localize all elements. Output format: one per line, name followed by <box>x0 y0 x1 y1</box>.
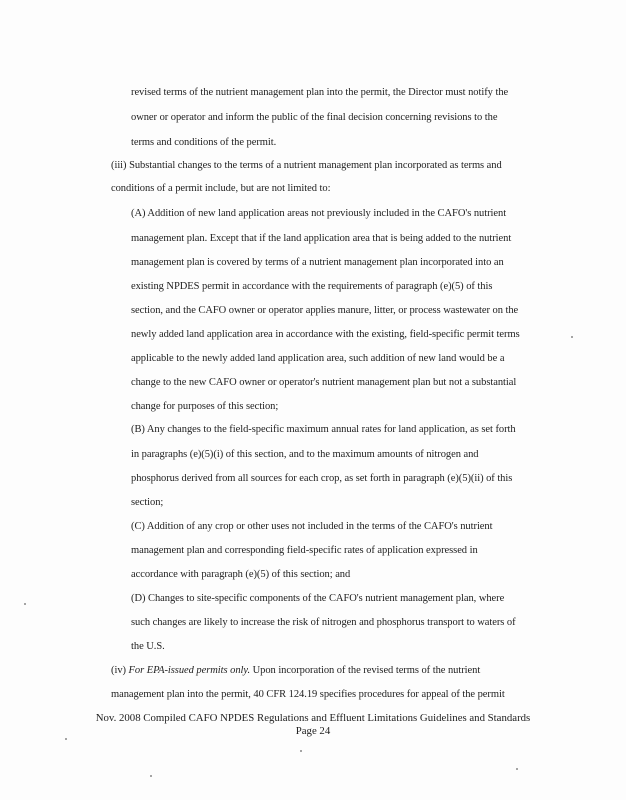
text-line: terms and conditions of the permit. <box>131 137 277 148</box>
scan-speck <box>150 775 152 777</box>
text-line: phosphorus derived from all sources for each crop, as set forth in paragraph (e)(5)(ii) of this <box>131 473 513 484</box>
text-line: (B) Any changes to the field-specific maximum annual rates for land application, as set forth <box>131 424 516 435</box>
para-iv-rest: Upon incorporation of the revised terms of the nutrient <box>250 665 481 676</box>
text-line: management plan and corresponding field-specific rates of application expressed in <box>131 545 478 556</box>
para-iv-label: (iv) <box>111 665 129 676</box>
text-line: section; <box>131 497 164 508</box>
text-line: conditions of a permit include, but are not limited to: <box>111 183 331 194</box>
scan-speck <box>300 750 302 752</box>
text-line: (C) Addition of any crop or other uses not included in the terms of the CAFO's nutrient <box>131 521 493 532</box>
text-line: applicable to the newly added land application area, such addition of new land would be a <box>131 353 505 364</box>
scan-speck <box>516 768 518 770</box>
text-line: such changes are likely to increase the risk of nitrogen and phosphorus transport to waters of <box>131 617 516 628</box>
text-line: in paragraphs (e)(5)(i) of this section, and to the maximum amounts of nitrogen and <box>131 449 479 460</box>
scan-speck <box>571 336 573 338</box>
text-line: (iii) Substantial changes to the terms of a nutrient management plan incorporated as terms and <box>111 160 502 171</box>
text-line: revised terms of the nutrient management plan into the permit, the Director must notify the <box>131 87 509 98</box>
text-line: management plan into the permit, 40 CFR 124.19 specifies procedures for appeal of the permit <box>111 689 505 700</box>
scan-speck <box>24 603 26 605</box>
scan-speck <box>65 738 67 740</box>
text-line: accordance with paragraph (e)(5) of this section; and <box>131 569 351 580</box>
text-line: existing NPDES permit in accordance with the requirements of paragraph (e)(5) of this <box>131 281 493 292</box>
text-line <box>111 664 480 677</box>
para-iv-italic: For EPA-issued permits only. <box>128 665 251 676</box>
text-line: management plan. Except that if the land application area that is being added to the nutrient <box>131 233 512 244</box>
text-line: owner or operator and inform the public of the final decision concerning revisions to the <box>131 112 498 123</box>
page-number: Page 24 <box>295 725 331 737</box>
text-line: newly added land application area in accordance with the existing, field-specific permit terms <box>131 329 520 340</box>
text-line: change for purposes of this section; <box>131 401 279 412</box>
text-line: (A) Addition of new land application areas not previously included in the CAFO's nutrient <box>131 208 507 219</box>
text-line: management plan is covered by terms of a nutrient management plan incorporated into an <box>131 257 504 268</box>
text-line: (D) Changes to site-specific components of the CAFO's nutrient management plan, where <box>131 593 505 604</box>
text-line: section, and the CAFO owner or operator applies manure, litter, or process wastewater on the <box>131 305 519 316</box>
text-line: the U.S. <box>131 641 165 652</box>
footer-title: Nov. 2008 Compiled CAFO NPDES Regulations and Effluent Limitations Guidelines and Standards <box>95 712 531 724</box>
text-line: change to the new CAFO owner or operator's nutrient management plan but not a substantial <box>131 377 517 388</box>
